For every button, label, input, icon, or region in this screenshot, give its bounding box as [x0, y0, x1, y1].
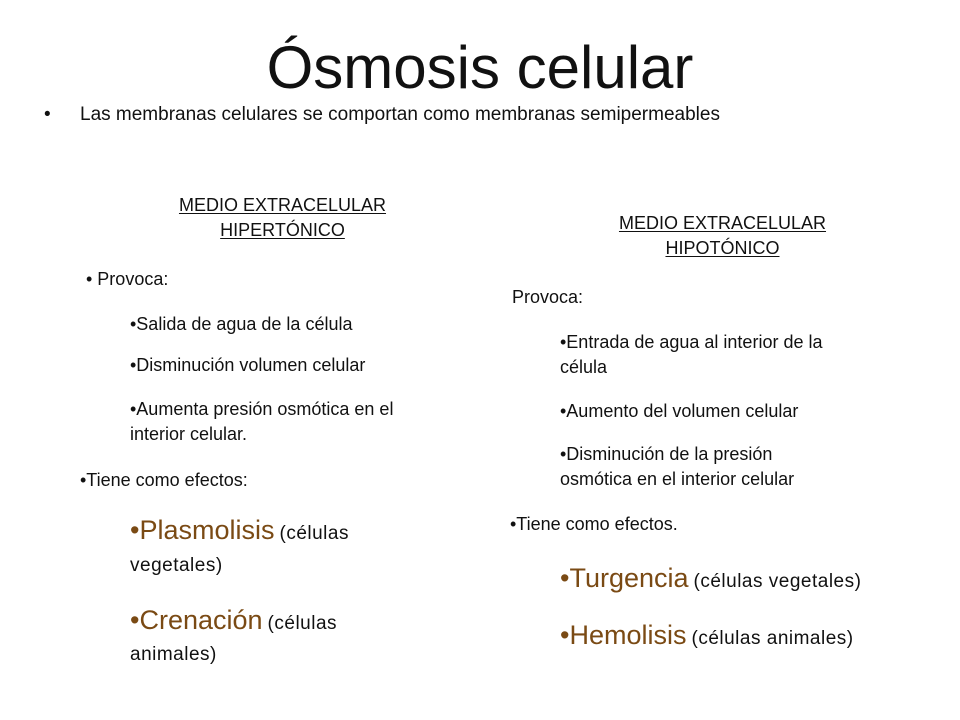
right-heading	[560, 211, 885, 261]
right-item-3: •Disminución de la presión	[560, 444, 773, 464]
left-heading-line1: MEDIO EXTRACELULAR	[178, 195, 387, 215]
left-item-2: •Disminución volumen celular	[130, 355, 366, 375]
right-item-2: •Aumento del volumen celular	[560, 401, 799, 421]
right-item-3-cont: osmótica en el interior celular	[560, 469, 795, 489]
crenacion-detail: (células	[267, 613, 338, 634]
left-effect-plasmolisis	[130, 514, 349, 546]
right-item-1: •Entrada de agua al interior de la	[560, 332, 823, 352]
left-heading	[120, 193, 445, 243]
plasmolisis-detail: (células	[279, 523, 349, 544]
slide-title: Ósmosis celular	[266, 34, 694, 101]
hemolisis-detail: (células animales)	[691, 628, 854, 649]
left-heading-line2: HIPERTÓNICO	[220, 220, 345, 240]
left-item-3-cont: interior celular.	[130, 424, 248, 444]
left-item-1: •Salida de agua de la célula	[130, 314, 353, 334]
turgencia-term: •Turgencia	[560, 563, 689, 593]
hemolisis-term: •Hemolisis	[560, 620, 687, 650]
crenacion-term: •Crenación	[130, 605, 263, 635]
left-effect-crenacion	[130, 604, 337, 636]
left-efectos-label: •Tiene como efectos:	[80, 470, 248, 490]
right-heading-line2: HIPOTÓNICO	[665, 238, 780, 258]
right-provoca: Provoca:	[512, 287, 584, 307]
right-effect-hemolisis	[560, 619, 854, 651]
crenacion-detail-cont: animales)	[130, 644, 217, 665]
left-item-3: •Aumenta presión osmótica en el	[130, 399, 394, 419]
plasmolisis-term: •Plasmolisis	[130, 515, 275, 545]
right-heading-line1: MEDIO EXTRACELULAR	[618, 213, 827, 233]
turgencia-detail: (células vegetales)	[693, 571, 862, 592]
right-effect-turgencia	[560, 562, 861, 594]
plasmolisis-detail-cont: vegetales)	[130, 555, 223, 576]
intro-text: Las membranas celulares se comportan como membranas semipermeables	[80, 104, 720, 125]
intro-bullet: •	[44, 104, 51, 125]
right-item-1-cont: célula	[560, 357, 608, 377]
left-provoca: • Provoca:	[86, 269, 169, 289]
right-efectos-label: •Tiene como efectos.	[510, 514, 678, 534]
